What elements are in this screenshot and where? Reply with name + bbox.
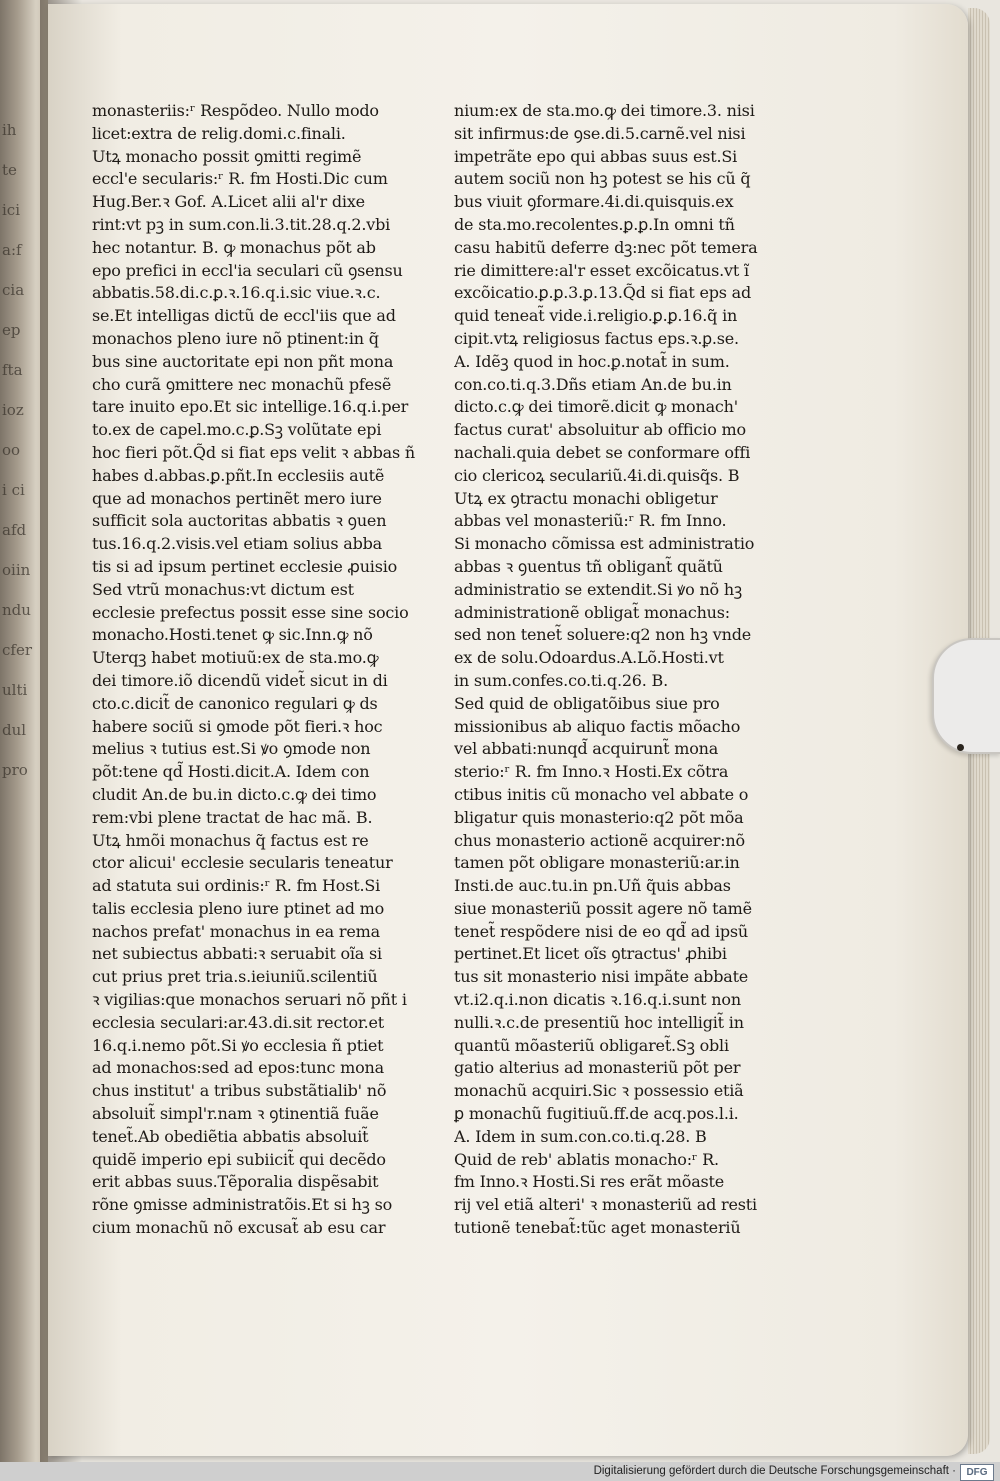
text-line: monasteriis:ʳ Respõdeo. Nullo modo [92, 101, 379, 120]
text-line: licet:extra de relig.domi.c.finali. [92, 123, 346, 143]
text-line: hec notantur. B. ꝙ monachus põt ab [92, 237, 376, 257]
text-line: põt:tene qd̃ Hosti.dicit.A. Idem con [92, 762, 370, 782]
text-line: tutionẽ tenebat̃:tũc aget monasteriũ [454, 1218, 741, 1238]
left-fragment-line: oiin [2, 561, 31, 579]
left-fragment-line: ulti [2, 681, 28, 699]
text-line: ad statuta sui ordinis:ʳ R. fm Host.Si [92, 876, 381, 896]
text-line: nium:ex de sta.mo.ꝙ dei timore.3. nisi [454, 101, 755, 120]
text-line: tis si ad ipsum pertinet ecclesie ꝓuisio [92, 556, 398, 576]
text-column-right [454, 100, 794, 1240]
text-line: hoc fieri põt.Q̃d si fiat eps velit ꝛ abbas ñ [92, 442, 415, 462]
text-line: vt.i2.q.i.non dicatis ꝛ.16.q.i.sunt non [454, 990, 741, 1010]
text-line: Uterqꝫ habet motiuũ:ex de sta.mo.ꝙ [92, 648, 379, 668]
text-line: ecclesie prefectus possit esse sine socio [92, 602, 409, 622]
text-line: bus sine auctoritate epi non pñt mona [92, 351, 394, 371]
text-line: habere sociũ si ꝯmode põt fieri.ꝛ hoc [92, 716, 383, 736]
left-fragment-line: oo [2, 441, 21, 459]
text-line: dei timore.iõ dicendũ videt̃ sicut in di [92, 670, 388, 690]
text-line: monacho.Hosti.tenet ꝙ sic.Inn.ꝙ nõ [92, 625, 373, 645]
text-line: gatio alterius ad monasteriũ põt per [454, 1058, 741, 1078]
text-line: sufficit sola auctoritas abbatis ꝛ ꝯuen [92, 511, 387, 531]
text-line: missionibus ab aliquo factis mõacho [454, 716, 741, 736]
text-line: net subiectus abbati:ꝛ seruabit oĩa si [92, 944, 382, 964]
text-line: nulli.ꝛ.c.de presentiũ hoc intelligit̃ in [454, 1012, 744, 1032]
text-line: cho curã ꝯmittere nec monachũ pfesẽ [92, 374, 392, 394]
left-fragment-line: dul [2, 721, 27, 739]
text-line: monachos pleno iure nõ ptinent:in q̃ [92, 328, 379, 348]
text-line: rie dimittere:al'r esset excõicatus.vt ĩ [454, 260, 749, 280]
text-line: factus curat' absoluitur ab officio mo [454, 420, 746, 440]
text-line: tamen põt obligare monasteriũ:ar.in [454, 853, 740, 873]
text-line: to.ex de capel.mo.c.ꝑ.Sꝫ volũtate epi [92, 420, 382, 440]
text-line: rij vel etiã alteri' ꝛ monasteriũ ad resti [454, 1195, 757, 1215]
text-line: monachũ acquiri.Sic ꝛ possessio etiã [454, 1081, 744, 1101]
text-column-left [92, 100, 432, 1240]
text-line: bus viuit ꝯformare.4i.di.quisquis.ex [454, 192, 734, 212]
text-line: in sum.confes.co.ti.q.26. B. [454, 670, 669, 690]
text-line: nachali.quia debet se conformare offi [454, 442, 751, 462]
left-fragment-line: afd [2, 521, 27, 539]
text-line: chus institut' a tribus substãtialib' nõ [92, 1081, 387, 1101]
text-line: cto.c.dicit̃ de canonico regulari ꝙ ds [92, 693, 378, 713]
text-line: con.co.ti.q.3.Dñs etiam An.de bu.in [454, 374, 732, 394]
text-line: quid teneat̃ vide.i.religio.ꝑ.ꝑ.16.q̃ in [454, 306, 738, 326]
left-fragment-line: pro [2, 761, 28, 779]
text-line: de sta.mo.recolentes.ꝑ.ꝑ.In omni tñ [454, 214, 735, 234]
text-line: fm Inno.ꝛ Hosti.Si res erãt mõaste [454, 1172, 725, 1192]
text-line: administrationẽ obligat̃ monachus: [454, 602, 730, 622]
left-fragment-line: ndu [2, 601, 31, 619]
text-line: siue monasteriũ possit agere nõ tamẽ [454, 898, 752, 918]
text-line: cio clericoꝝ seculariũ.4i.di.quisq̃s. B [454, 465, 740, 485]
text-line: erit abbas suus.Tẽporalia dispẽsabit [92, 1172, 379, 1192]
bookmark-tab[interactable] [932, 638, 1000, 754]
text-line: abbas vel monasteriũ:ʳ R. fm Inno. [454, 511, 727, 531]
text-line: bligatur quis monasterio:q2 põt mõa [454, 807, 744, 827]
text-line: eccl'e secularis:ʳ R. fm Hosti.Dic cum [92, 169, 388, 189]
text-line: Utꝝ ex ꝯtractu monachi obligetur [454, 488, 718, 508]
text-line: cium monachũ nõ excusat̃ ab esu car [92, 1218, 386, 1238]
text-line: abbatis.58.di.c.ꝑ.ꝛ.16.q.i.sic viue.ꝛ.c. [92, 283, 381, 303]
text-line: se.Et intelligas dictũ de eccl'iis que ad [92, 306, 396, 326]
text-line: Insti.de auc.tu.in pn.Uñ q̃uis abbas [454, 876, 731, 896]
text-line: ex de solu.Odoardus.A.Lõ.Hosti.vt [454, 648, 724, 668]
text-line: abbas ꝛ ꝯuentus tñ obligant̃ quãtũ [454, 556, 723, 576]
text-line: rint:vt pꝫ in sum.con.li.3.tit.28.q.2.vbi [92, 214, 391, 234]
text-line: cipit.vtꝝ religiosus factus eps.ꝛ.ꝑ.se. [454, 328, 739, 348]
text-line: sterio:ʳ R. fm Inno.ꝛ Hosti.Ex cõtra [454, 762, 729, 782]
ink-spot [957, 744, 964, 751]
text-line: impetrãte epo qui abbas suus est.Si [454, 146, 738, 166]
left-fragment-line: ici [2, 201, 20, 219]
text-line: quidẽ imperio epi subiicit̃ qui decẽdo [92, 1149, 386, 1169]
text-line: A. Idẽꝫ quod in hoc.ꝑ.notat̃ in sum. [454, 351, 730, 371]
text-line: sed non tenet̃ soluere:q2 non hꝫ vnde [454, 625, 752, 645]
text-line: autem sociũ non hꝫ potest se his cũ q̃ [454, 169, 751, 189]
text-line: administratio se extendit.Si ꝟo nõ hꝫ [454, 579, 742, 599]
text-line: rõne ꝯmisse administratõis.Et si hꝫ so [92, 1195, 393, 1215]
text-line: tare inuito epo.Et sic intellige.16.q.i.per [92, 397, 409, 417]
text-line: habes d.abbas.ꝑ.pñt.In ecclesiis autẽ [92, 465, 385, 485]
text-line: pertinet.Et licet oĩs ꝯtractus' ꝓhibi [454, 944, 727, 964]
text-line: ctor alicui' ecclesie secularis teneatur [92, 853, 393, 873]
text-line: A. Idem in sum.con.co.ti.q.28. B [454, 1126, 707, 1146]
left-fragment-line: ep [2, 321, 21, 339]
text-line: quantũ mõasteriũ obligaret̃.Sꝫ obli [454, 1035, 729, 1055]
text-line: Sed quid de obligatõibus siue pro [454, 693, 720, 713]
text-line: ad monachos:sed ad epos:tunc mona [92, 1058, 384, 1078]
text-line: casu habitũ deferre dꝫ:nec põt temera [454, 237, 758, 257]
text-line: sit infirmus:de ꝯse.di.5.carnẽ.vel nisi [454, 123, 746, 143]
text-line: ꝑ monachũ fugitiuũ.ff.de acq.pos.l.i. [454, 1104, 739, 1124]
funding-credit: Digitalisierung gefördert durch die Deutsche Forschungsgemeinschaft · [593, 1465, 956, 1477]
text-line: nachos prefat' monachus in ea rema [92, 921, 380, 941]
text-line: vel abbati:nunqd̃ acquirunt̃ mona [454, 739, 719, 759]
text-line: Hug.Ber.ꝛ Gof. A.Licet alii al'r dixe [92, 192, 365, 212]
left-fragment-line: a:f [2, 241, 22, 259]
text-line: ctibus initis cũ monacho vel abbate o [454, 784, 749, 804]
text-line: melius ꝛ tutius est.Si ꝟo ꝯmode non [92, 739, 371, 759]
text-line: que ad monachos pertinẽt mero iure [92, 488, 382, 508]
left-fragment-line: ih [2, 121, 17, 139]
text-line: Utꝝ hmõi monachus q̃ factus est re [92, 830, 369, 850]
text-line: Si monacho cõmissa est administratio [454, 534, 755, 554]
text-line: tus.16.q.2.visis.vel etiam solius abba [92, 534, 383, 554]
dfg-logo: DFG [960, 1464, 994, 1481]
text-line: absoluit̃ simpl'r.nam ꝛ ꝯtinentiã fuãe [92, 1104, 379, 1124]
text-line: talis ecclesia pleno iure ptinet ad mo [92, 898, 385, 918]
left-fragment-line: cia [2, 281, 25, 299]
left-fragment-line: cfer [2, 641, 32, 659]
text-line: cludit An.de bu.in dicto.c.ꝙ dei timo [92, 784, 377, 804]
text-line: Sed vtrũ monachus:vt dictum est [92, 579, 354, 599]
text-line: rem:vbi plene tractat de hac mã. B. [92, 807, 373, 827]
text-line: 16.q.i.nemo põt.Si ꝟo ecclesia ñ ptiet [92, 1035, 384, 1055]
left-fragment-line: te [2, 161, 17, 179]
text-line: epo prefici in eccl'ia seculari cũ ꝯsensu [92, 260, 403, 280]
text-line: ecclesia seculari:ar.43.di.sit rector.et [92, 1012, 384, 1032]
text-line: cut prius pret tria.s.ieiuniũ.scilentiũ [92, 967, 378, 987]
text-line: tenet̃.Ab obediẽtia abbatis absoluit̃ [92, 1126, 369, 1146]
left-fragment-line: fta [2, 361, 23, 379]
text-line: tus sit monasterio nisi impãte abbate [454, 967, 749, 987]
text-line: excõicatio.ꝑ.ꝑ.3.ꝑ.13.Q̃d si fiat eps ad [454, 283, 752, 303]
text-line: chus monasterio actionẽ acquirer:nõ [454, 830, 745, 850]
text-line: ꝛ vigilias:que monachos seruari nõ pñt i [92, 990, 407, 1010]
left-fragment-line: ioz [2, 401, 24, 419]
text-line: Utꝝ monacho possit ꝯmitti regimẽ [92, 146, 362, 166]
text-line: Quid de reb' ablatis monacho:ʳ R. [454, 1149, 719, 1169]
left-fragment-line: i ci [2, 481, 25, 499]
text-line: dicto.c.ꝙ dei timorẽ.dicit ꝙ monach' [454, 397, 738, 417]
text-line: tenet̃ respõdere nisi de eo qd̃ ad ipsũ [454, 921, 749, 941]
